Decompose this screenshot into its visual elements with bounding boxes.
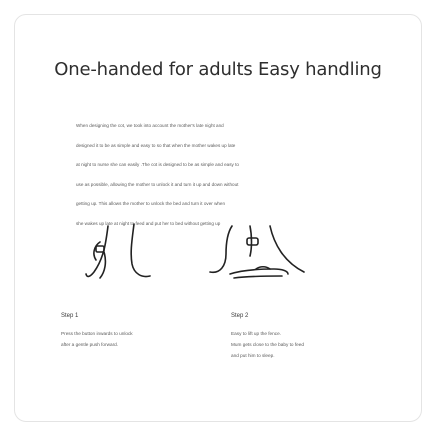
step-line: and put him to sleep. bbox=[231, 353, 275, 358]
description-line: she wakes up late at night to feed and put her to bed without getting up bbox=[76, 220, 221, 226]
step-line: Press the button inwards to unlock bbox=[61, 331, 133, 336]
step-2 bbox=[231, 313, 381, 364]
step-line: Easy to lift up the fence. bbox=[231, 331, 282, 336]
step-line: after a gentle push forward. bbox=[61, 342, 119, 347]
description-line: designed it to be as simple and easy to so that when the mother wakes up late bbox=[76, 142, 236, 148]
hand-lifting-fence-icon bbox=[210, 226, 304, 278]
illustration bbox=[60, 222, 380, 282]
description-line: When designing the cot, we took into account the mother's late night and bbox=[76, 123, 224, 128]
description-line: at night to nurse she can easily .The cot is designed to be as simple and easy to bbox=[76, 162, 239, 167]
step-1 bbox=[61, 313, 211, 353]
hand-pressing-button-icon bbox=[86, 224, 150, 278]
step-title: Step 2 bbox=[231, 313, 249, 319]
step-line: Mum gets close to the baby to feed bbox=[231, 342, 304, 347]
description-line: use as possible, allowing the mother to unlock it and turn it up and down without bbox=[76, 181, 239, 187]
description-line: getting up. This allows the mother to unlock the bed and turn it over when bbox=[76, 201, 226, 206]
step-title: Step 1 bbox=[61, 313, 79, 319]
page-title: One-handed for adults Easy handling bbox=[54, 59, 382, 80]
